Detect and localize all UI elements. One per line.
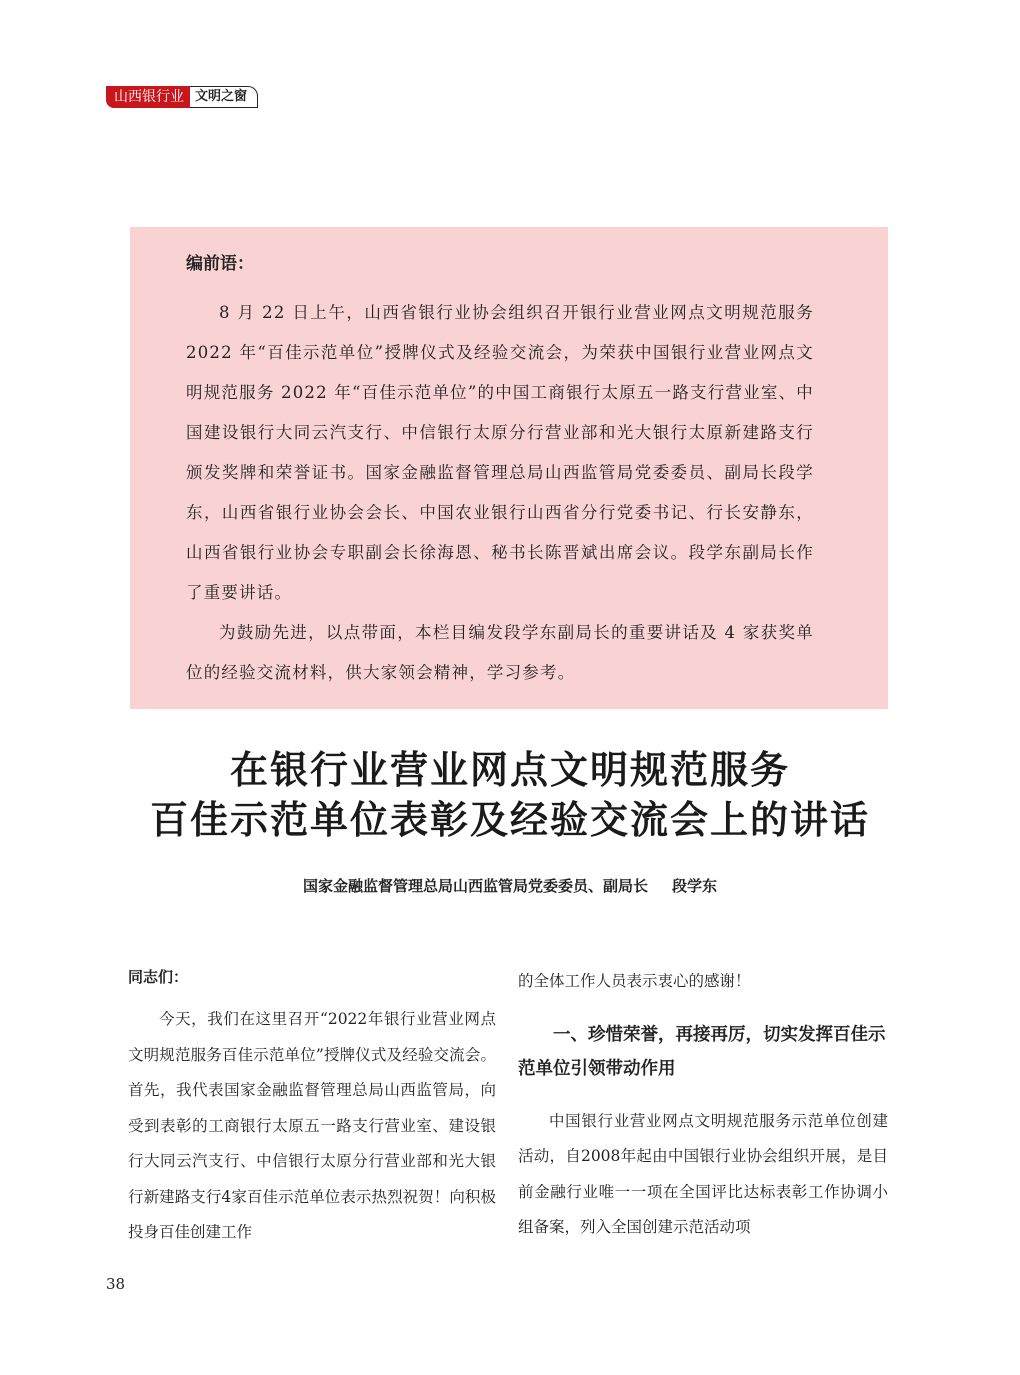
article-title-line-2: 百佳示范单位表彰及经验交流会上的讲话: [149, 797, 870, 842]
byline-name: 段学东: [672, 877, 718, 895]
byline: [0, 876, 1020, 896]
section-name: 山西银行业: [106, 86, 190, 108]
continuation-paragraph: 的全体工作人员表示衷心的感谢！: [518, 972, 751, 990]
byline-position: 国家金融监督管理总局山西监管局党委委员、副局长: [302, 877, 648, 895]
section-1-heading: 一、珍惜荣誉，再接再厉，切实发挥百佳示范单位引领带动作用: [518, 1024, 886, 1079]
left-column: [128, 966, 496, 1251]
editor-note-paragraph-2: 为鼓励先进，以点带面，本栏目编发段学东副局长的重要讲话及 4 家获奖单位的经验交流材料，供大家领会精神，学习参考。: [186, 623, 814, 682]
opening-paragraph: 今天，我们在这里召开“2022年银行业营业网点文明规范服务百佳示范单位”授牌仪式及经验交流会。首先，我代表国家金融监督管理总局山西监管局，向受到表彰的工商银行太原五一路支行营业室、建设银行大同云汽支行、中信银行太原分行营业部和光大银行新建路支行4家百佳示范单位表示热烈祝贺！向积极投身百佳创建工作: [128, 1010, 496, 1241]
right-column: [518, 964, 888, 1246]
section-header-tag: [106, 86, 258, 108]
editor-note-box: [130, 227, 888, 709]
editor-note-title: 编前语：: [186, 254, 254, 274]
column-name: 文明之窗: [190, 86, 258, 108]
section-1-paragraph: 中国银行业营业网点文明规范服务示范单位创建活动，自2008年起由中国银行业协会组织开展，是目前金融行业唯一一项在全国评比达标表彰工作协调小组备案，列入全国创建示范活动项: [518, 1111, 888, 1236]
salutation: 同志们：: [128, 968, 189, 986]
editor-note-paragraph-1: 8 月 22 日上午，山西省银行业协会组织召开银行业营业网点文明规范服务 2022 年“百佳示范单位”授牌仪式及经验交流会，为荣获中国银行业营业网点文明规范服务 2022 年“百佳示范单位”的中国工商银行太原五一路支行营业室、中国建设银行大同云汽支行、中信银行太原分行营业部和光大银行太原新建路支行颁发奖牌和荣誉证书。国家金融监督管理总局山西监管局党委委员、副局长段学东，山西省银行业协会会长、中国农业银行山西省分行党委书记、行长安静东，山西省银行业协会专职副会长徐海恩、秘书长陈晋斌出席会议。段学东副局长作了重要讲话。: [186, 303, 814, 602]
article-title: [0, 745, 1020, 845]
page-number: 38: [106, 1275, 126, 1293]
article-title-line-1: 在银行业营业网点文明规范服务: [229, 747, 790, 792]
